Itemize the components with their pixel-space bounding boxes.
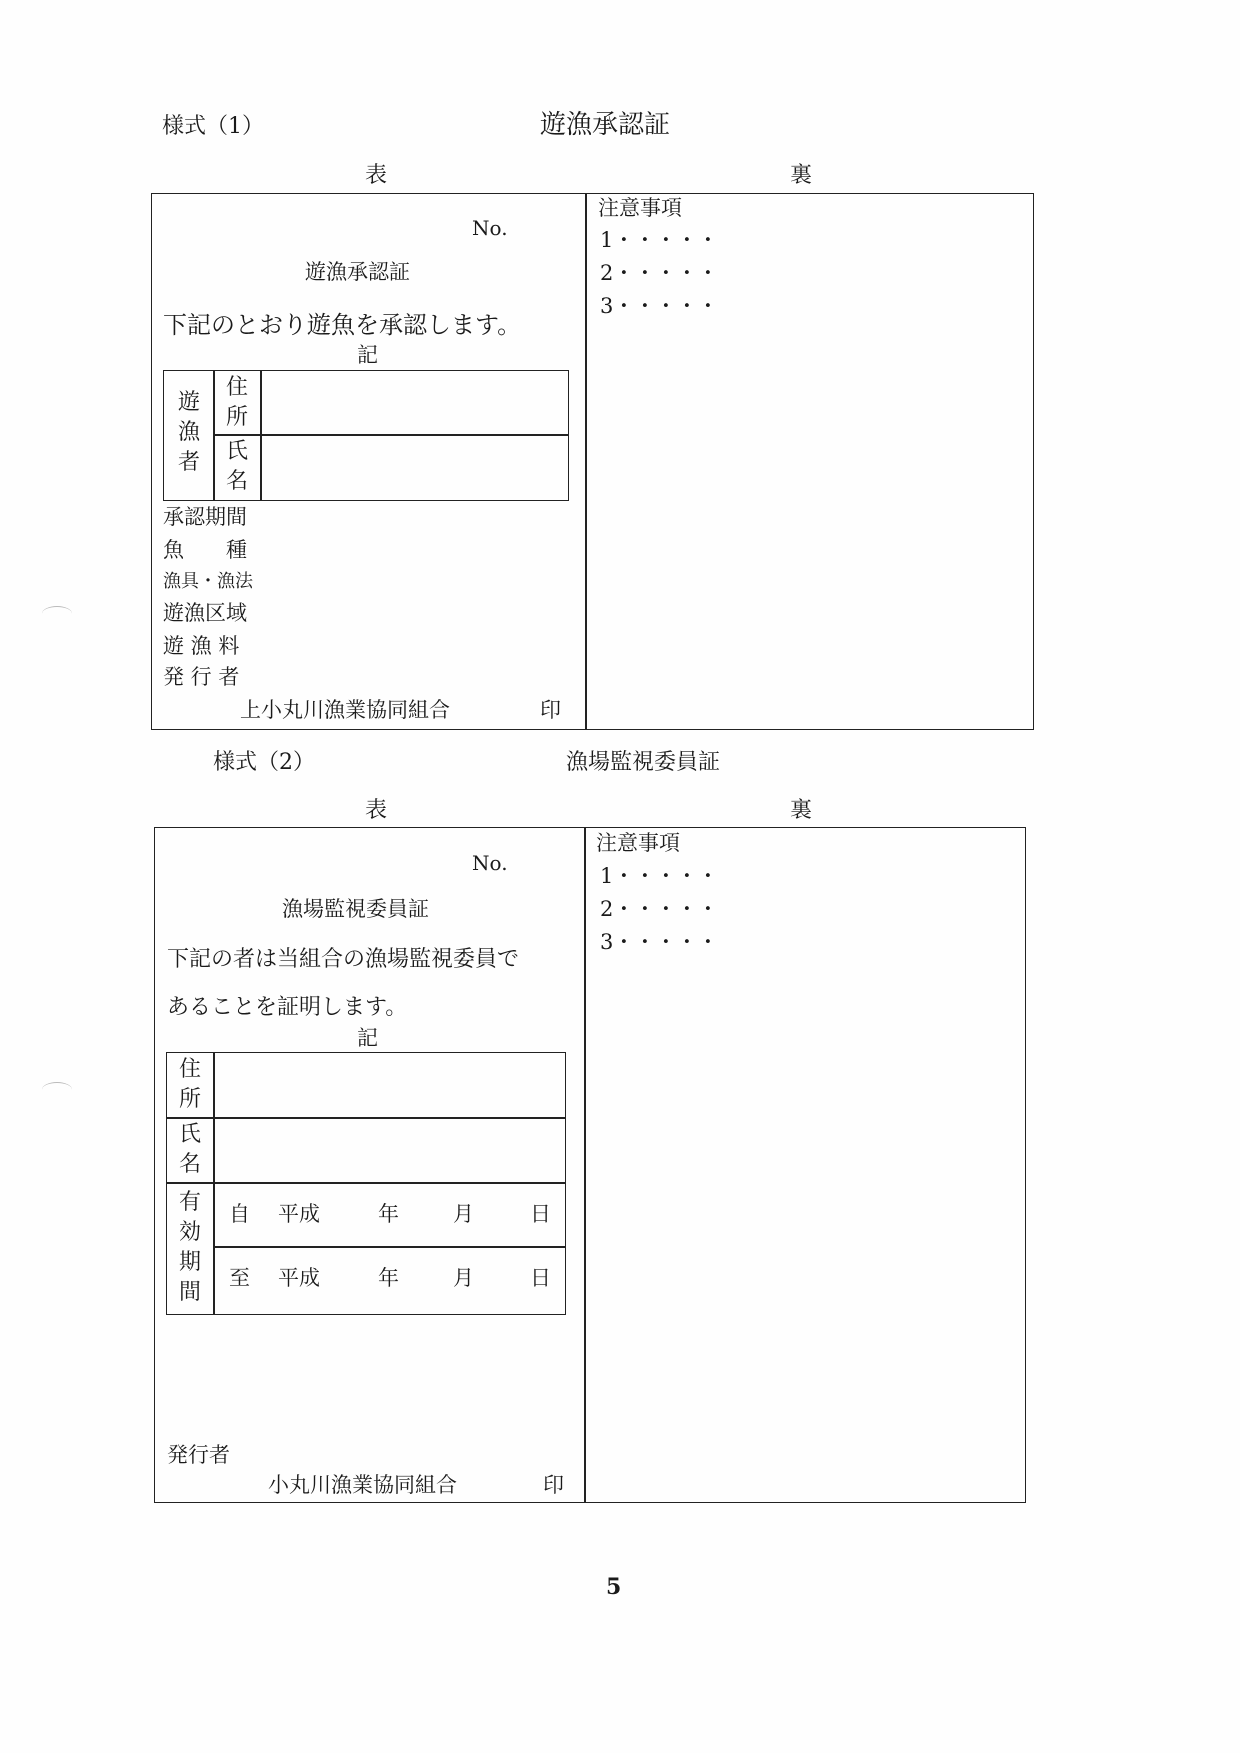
form2-notes-title: 注意事項 bbox=[596, 831, 680, 855]
form2-note-3: 3・・・・・ bbox=[600, 930, 719, 954]
form2-front-label: 表 bbox=[365, 798, 388, 823]
form2-to-year: 年 bbox=[378, 1266, 399, 1290]
form1-field-fish: 魚 種 bbox=[163, 538, 247, 562]
form1-divider bbox=[585, 193, 587, 730]
form1-field-issuer: 発 行 者 bbox=[163, 665, 240, 689]
form1-seal: 印 bbox=[540, 698, 561, 722]
form2-divider bbox=[584, 827, 586, 1503]
form2-back-label: 裏 bbox=[790, 798, 813, 823]
form2-from-era: 平成 bbox=[278, 1202, 320, 1226]
punch-hole-mark-top bbox=[42, 606, 72, 621]
form1-label: 様式（1） bbox=[162, 114, 264, 139]
form1-field-fee: 遊 漁 料 bbox=[163, 634, 240, 658]
form2-table-divider bbox=[213, 1052, 215, 1315]
form2-no-label: No. bbox=[472, 851, 508, 875]
form2-table-row-divider-1 bbox=[166, 1117, 566, 1119]
form2-statement-line2: あることを証明します。 bbox=[167, 995, 408, 1020]
form2-from-day: 日 bbox=[530, 1202, 551, 1226]
form2-note-1: 1・・・・・ bbox=[600, 864, 719, 888]
form2-from-year: 年 bbox=[378, 1202, 399, 1226]
form2-table-row-divider-2 bbox=[166, 1182, 566, 1184]
form2-to-month: 月 bbox=[453, 1266, 474, 1290]
form1-front-label: 表 bbox=[365, 163, 388, 188]
form2-address-label: 住所 bbox=[178, 1057, 201, 1112]
form1-table-row-divider bbox=[213, 434, 569, 436]
form1-issuer: 上小丸川漁業協同組合 bbox=[240, 698, 450, 722]
form2-from-month: 月 bbox=[453, 1202, 474, 1226]
form2-seal: 印 bbox=[543, 1473, 564, 1497]
form1-ki: 記 bbox=[357, 343, 378, 367]
form1-note-2: 2・・・・・ bbox=[600, 261, 719, 285]
form1-field-period: 承認期間 bbox=[163, 505, 247, 529]
form2-statement-line1: 下記の者は当組合の漁場監視委員で bbox=[167, 947, 520, 972]
form1-address-label: 住所 bbox=[225, 375, 248, 430]
form1-note-1: 1・・・・・ bbox=[600, 228, 719, 252]
form1-no-label: No. bbox=[472, 216, 508, 240]
form1-field-area: 遊漁区域 bbox=[163, 601, 247, 625]
form1-person-group-label: 遊漁者 bbox=[177, 390, 200, 475]
form2-to-prefix: 至 bbox=[229, 1266, 250, 1290]
form2-label: 様式（2） bbox=[213, 750, 315, 775]
form1-field-gear: 漁具・漁法 bbox=[163, 571, 253, 592]
form1-note-3: 3・・・・・ bbox=[600, 294, 719, 318]
form2-card-title: 漁場監視委員証 bbox=[282, 897, 429, 921]
form2-validity-label: 有効期間 bbox=[178, 1190, 201, 1305]
form1-name-label: 氏名 bbox=[225, 439, 248, 494]
form1-title: 遊漁承認証 bbox=[540, 110, 671, 140]
form2-ki: 記 bbox=[357, 1026, 378, 1050]
form1-table-divider-2 bbox=[260, 370, 262, 501]
form2-issuer-label: 発行者 bbox=[167, 1443, 230, 1467]
form2-from-prefix: 自 bbox=[229, 1202, 250, 1226]
form2-issuer: 小丸川漁業協同組合 bbox=[268, 1473, 457, 1497]
form2-note-2: 2・・・・・ bbox=[600, 897, 719, 921]
punch-hole-mark-bottom bbox=[42, 1082, 72, 1097]
form2-title: 漁場監視委員証 bbox=[566, 750, 721, 775]
form1-notes-title: 注意事項 bbox=[598, 196, 682, 220]
page-number: 5 bbox=[606, 1574, 622, 1600]
form2-to-era: 平成 bbox=[278, 1266, 320, 1290]
form2-table-row-divider-3 bbox=[213, 1246, 566, 1248]
form1-statement: 下記のとおり遊魚を承認します。 bbox=[163, 311, 522, 339]
form2-name-label: 氏名 bbox=[178, 1122, 201, 1177]
form2-to-day: 日 bbox=[530, 1266, 551, 1290]
form1-back-label: 裏 bbox=[790, 163, 813, 188]
form1-card-title: 遊漁承認証 bbox=[305, 260, 410, 284]
form1-table-divider-1 bbox=[213, 370, 215, 501]
form2-details-table bbox=[166, 1052, 566, 1315]
